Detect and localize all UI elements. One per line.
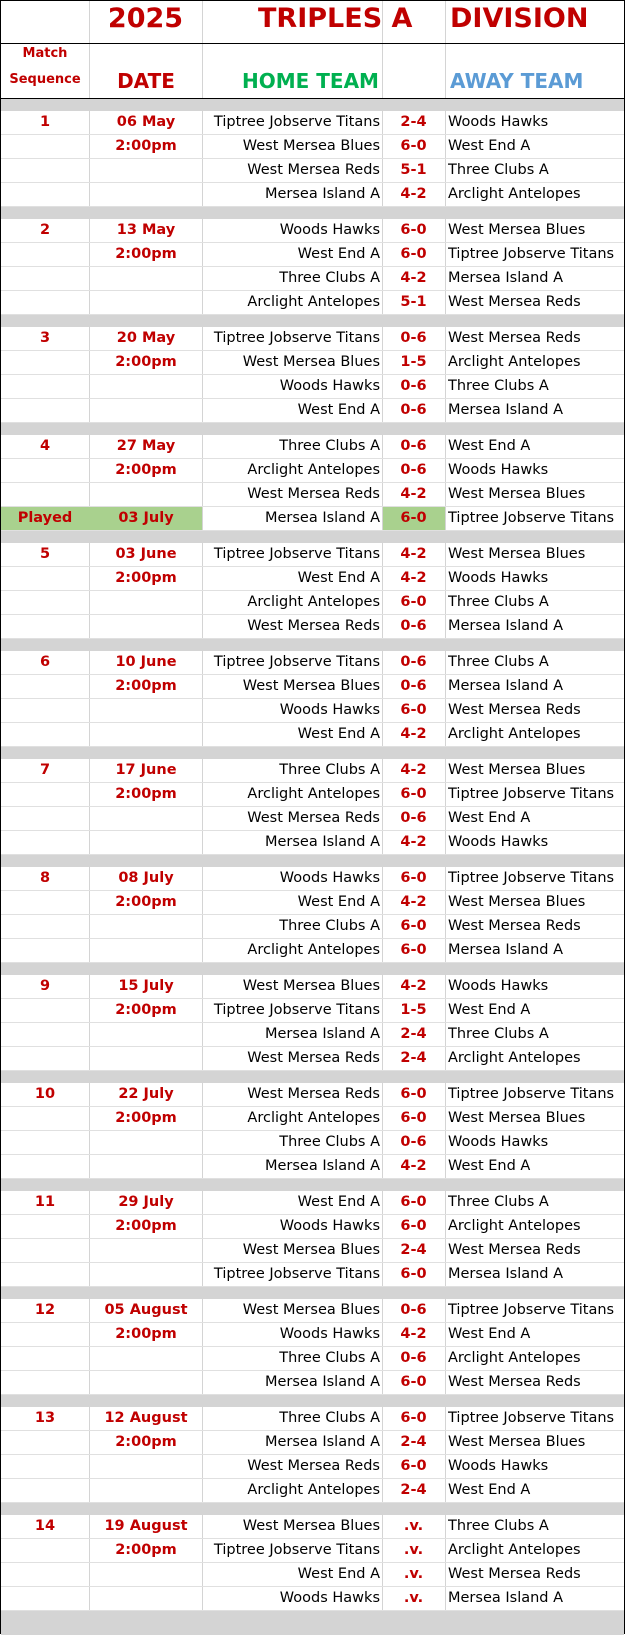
round-separator	[1, 747, 624, 759]
match-date: 05 August	[104, 1302, 188, 1318]
away-team: Three Clubs A	[448, 1194, 549, 1210]
fixture-row	[1, 1455, 624, 1479]
match-time: 2:00pm	[115, 786, 177, 802]
home-team: West Mersea Blues	[242, 138, 380, 154]
home-team: Tiptree Jobserve Titans	[213, 654, 380, 670]
home-team: West End A	[297, 402, 380, 418]
score: 2-4	[400, 1050, 427, 1066]
away-team: Woods Hawks	[448, 1458, 549, 1474]
home-team: Three Clubs A	[279, 270, 380, 286]
away-team: West Mersea Blues	[448, 222, 586, 238]
match-date: 29 July	[118, 1194, 174, 1210]
home-team: Mersea Island A	[264, 834, 380, 850]
score: .v.	[403, 1566, 424, 1582]
home-team: Woods Hawks	[279, 1590, 380, 1606]
score: 0-6	[400, 438, 427, 454]
fixture-row	[1, 243, 624, 267]
match-time: 2:00pm	[115, 1218, 177, 1234]
match-sequence: 1	[39, 114, 51, 130]
score: 2-4	[400, 1026, 427, 1042]
score: 5-1	[400, 162, 427, 178]
score: 6-0	[400, 510, 427, 526]
score: 6-0	[400, 1458, 427, 1474]
away-team: West Mersea Blues	[448, 486, 586, 502]
score: 6-0	[400, 1110, 427, 1126]
round-separator	[1, 99, 624, 111]
home-team: Tiptree Jobserve Titans	[213, 1266, 380, 1282]
score: 4-2	[400, 186, 427, 202]
fixture-row	[1, 1563, 624, 1587]
score: 5-1	[400, 294, 427, 310]
home-team: Three Clubs A	[279, 918, 380, 934]
home-team: Mersea Island A	[264, 1026, 380, 1042]
fixture-row	[1, 1539, 624, 1563]
home-team: West End A	[297, 1194, 380, 1210]
home-team: West End A	[297, 726, 380, 742]
away-team: Mersea Island A	[448, 270, 564, 286]
fixture-row	[1, 807, 624, 831]
home-team: Tiptree Jobserve Titans	[213, 1542, 380, 1558]
away-team: West Mersea Blues	[448, 894, 586, 910]
col-seq-line2: Sequence	[9, 72, 81, 87]
fixture-row	[1, 939, 624, 963]
score: 1-5	[400, 1002, 427, 1018]
home-team: West End A	[297, 1566, 380, 1582]
away-team: Arclight Antelopes	[448, 1218, 581, 1234]
home-team: Woods Hawks	[279, 1218, 380, 1234]
home-team: West End A	[297, 570, 380, 586]
fixture-row	[1, 1263, 624, 1287]
match-date: 15 July	[118, 978, 174, 994]
match-sequence: 8	[39, 870, 51, 886]
home-team: Arclight Antelopes	[247, 1110, 380, 1126]
away-team: Mersea Island A	[448, 618, 564, 634]
fixture-row	[1, 1299, 624, 1323]
match-date: 08 July	[118, 870, 174, 886]
score: 4-2	[400, 762, 427, 778]
score: 6-0	[400, 870, 427, 886]
home-team: Arclight Antelopes	[247, 594, 380, 610]
score: 6-0	[400, 1194, 427, 1210]
match-date: 19 August	[104, 1518, 188, 1534]
home-team: Mersea Island A	[264, 1434, 380, 1450]
away-team: West End A	[448, 138, 531, 154]
fixture-row	[1, 759, 624, 783]
fixture-row	[1, 1155, 624, 1179]
round-separator	[1, 1395, 624, 1407]
score: 0-6	[400, 678, 427, 694]
away-team: West Mersea Reds	[448, 1242, 581, 1258]
away-team: West Mersea Reds	[448, 702, 581, 718]
away-team: Three Clubs A	[448, 1026, 549, 1042]
score: 6-0	[400, 1086, 427, 1102]
round-separator	[1, 315, 624, 327]
home-team: West End A	[297, 894, 380, 910]
score: 0-6	[400, 378, 427, 394]
fixture-row	[1, 399, 624, 423]
home-team: Woods Hawks	[279, 702, 380, 718]
away-team: Three Clubs A	[448, 162, 549, 178]
match-sequence: 4	[39, 438, 51, 454]
match-date: 27 May	[116, 438, 176, 454]
score: 4-2	[400, 834, 427, 850]
home-team: Three Clubs A	[279, 1410, 380, 1426]
score: 0-6	[400, 402, 427, 418]
score: 0-6	[400, 462, 427, 478]
home-team: West Mersea Blues	[242, 1518, 380, 1534]
score: 6-0	[400, 594, 427, 610]
away-team: Mersea Island A	[448, 678, 564, 694]
match-time: 2:00pm	[115, 1434, 177, 1450]
away-team: Tiptree Jobserve Titans	[448, 1410, 615, 1426]
home-team: West Mersea Reds	[247, 1050, 380, 1066]
score: 2-4	[400, 1482, 427, 1498]
fixture-row	[1, 567, 624, 591]
away-team: Tiptree Jobserve Titans	[448, 786, 615, 802]
home-team: Woods Hawks	[279, 870, 380, 886]
fixture-row	[1, 975, 624, 999]
away-team: Arclight Antelopes	[448, 186, 581, 202]
fixture-row	[1, 1239, 624, 1263]
away-team: West Mersea Blues	[448, 546, 586, 562]
fixture-row	[1, 507, 624, 531]
fixture-row	[1, 915, 624, 939]
fixture-row	[1, 1083, 624, 1107]
home-team: West Mersea Reds	[247, 1458, 380, 1474]
away-team: Three Clubs A	[448, 1518, 549, 1534]
match-date: 10 June	[115, 654, 177, 670]
match-sequence: 5	[39, 546, 51, 562]
away-team: West End A	[448, 438, 531, 454]
fixture-row	[1, 435, 624, 459]
score: 0-6	[400, 1302, 427, 1318]
away-team: West End A	[448, 1158, 531, 1174]
fixture-row	[1, 675, 624, 699]
fixture-row	[1, 699, 624, 723]
fixture-row	[1, 1371, 624, 1395]
fixture-row	[1, 1023, 624, 1047]
home-team: Arclight Antelopes	[247, 462, 380, 478]
home-team: Tiptree Jobserve Titans	[213, 114, 380, 130]
score: .v.	[403, 1518, 424, 1534]
away-team: Tiptree Jobserve Titans	[448, 246, 615, 262]
score: 0-6	[400, 1134, 427, 1150]
home-team: Arclight Antelopes	[247, 942, 380, 958]
fixture-row	[1, 1131, 624, 1155]
home-team: West End A	[297, 246, 380, 262]
match-sequence: 6	[39, 654, 51, 670]
away-team: Three Clubs A	[448, 594, 549, 610]
match-date: 22 July	[118, 1086, 174, 1102]
fixture-row	[1, 891, 624, 915]
fixture-row	[1, 651, 624, 675]
away-team: West Mersea Reds	[448, 918, 581, 934]
round-separator	[1, 1179, 624, 1191]
fixture-row	[1, 615, 624, 639]
home-team: Three Clubs A	[279, 1134, 380, 1150]
fixture-row	[1, 111, 624, 135]
fixture-row	[1, 1479, 624, 1503]
match-date: 12 August	[104, 1410, 188, 1426]
away-team: West Mersea Blues	[448, 762, 586, 778]
round-separator	[1, 1503, 624, 1515]
away-team: Tiptree Jobserve Titans	[448, 1302, 615, 1318]
round-separator	[1, 423, 624, 435]
fixture-row	[1, 135, 624, 159]
match-sequence: 11	[34, 1194, 56, 1210]
home-team: West Mersea Blues	[242, 678, 380, 694]
match-time: 2:00pm	[115, 678, 177, 694]
score: 2-4	[400, 1242, 427, 1258]
header-divider	[1, 43, 624, 44]
away-team: Woods Hawks	[448, 1134, 549, 1150]
away-team: Woods Hawks	[448, 462, 549, 478]
away-team: West Mersea Blues	[448, 1434, 586, 1450]
match-time: 2:00pm	[115, 1326, 177, 1342]
home-team: Tiptree Jobserve Titans	[213, 330, 380, 346]
match-sequence: 14	[34, 1518, 56, 1534]
score: 4-2	[400, 546, 427, 562]
home-team: Mersea Island A	[264, 186, 380, 202]
col-date-header: DATE	[117, 69, 175, 93]
fixture-row	[1, 183, 624, 207]
score: 6-0	[400, 222, 427, 238]
home-team: Three Clubs A	[279, 762, 380, 778]
home-team: West Mersea Blues	[242, 978, 380, 994]
fixture-row	[1, 351, 624, 375]
away-team: West End A	[448, 810, 531, 826]
col-away-header: AWAY TEAM	[450, 69, 584, 93]
fixture-row	[1, 1047, 624, 1071]
home-team: Mersea Island A	[264, 1374, 380, 1390]
match-sequence: 13	[34, 1410, 56, 1426]
round-separator	[1, 207, 624, 219]
fixture-row	[1, 1215, 624, 1239]
fixture-row	[1, 1323, 624, 1347]
played-label: Played	[17, 510, 73, 526]
home-team: Arclight Antelopes	[247, 1482, 380, 1498]
score: 6-0	[400, 138, 427, 154]
away-team: West Mersea Reds	[448, 294, 581, 310]
home-team: Woods Hawks	[279, 1326, 380, 1342]
score: 0-6	[400, 810, 427, 826]
home-team: West Mersea Reds	[247, 486, 380, 502]
away-team: West Mersea Reds	[448, 330, 581, 346]
away-team: West Mersea Reds	[448, 1566, 581, 1582]
score: 4-2	[400, 894, 427, 910]
away-team: Mersea Island A	[448, 1590, 564, 1606]
fixture-row	[1, 1191, 624, 1215]
home-team: West Mersea Blues	[242, 1302, 380, 1318]
away-team: West End A	[448, 1002, 531, 1018]
fixture-row	[1, 831, 624, 855]
fixture-row	[1, 543, 624, 567]
score: .v.	[403, 1542, 424, 1558]
match-time: 2:00pm	[115, 570, 177, 586]
home-team: Tiptree Jobserve Titans	[213, 1002, 380, 1018]
round-separator	[1, 531, 624, 543]
score: 6-0	[400, 246, 427, 262]
fixture-row	[1, 459, 624, 483]
match-sequence: 10	[34, 1086, 56, 1102]
match-time: 2:00pm	[115, 354, 177, 370]
match-time: 2:00pm	[115, 246, 177, 262]
home-team: Tiptree Jobserve Titans	[213, 546, 380, 562]
home-team: Three Clubs A	[279, 1350, 380, 1366]
score: 4-2	[400, 1326, 427, 1342]
away-team: Woods Hawks	[448, 570, 549, 586]
match-sequence: 7	[39, 762, 51, 778]
home-team: West Mersea Blues	[242, 1242, 380, 1258]
away-team: Arclight Antelopes	[448, 354, 581, 370]
fixture-row	[1, 591, 624, 615]
home-team: Mersea Island A	[264, 510, 380, 526]
score: 0-6	[400, 654, 427, 670]
match-sequence: 2	[39, 222, 51, 238]
home-team: Mersea Island A	[264, 1158, 380, 1174]
score: 4-2	[400, 270, 427, 286]
score: 6-0	[400, 1266, 427, 1282]
fixture-row	[1, 999, 624, 1023]
col-home-header: HOME TEAM	[242, 69, 379, 93]
away-team: Woods Hawks	[448, 834, 549, 850]
home-team: Woods Hawks	[279, 222, 380, 238]
fixture-row	[1, 1107, 624, 1131]
fixture-row	[1, 219, 624, 243]
score: 4-2	[400, 570, 427, 586]
title-division: DIVISION	[450, 3, 589, 34]
round-separator	[1, 855, 624, 867]
fixture-row	[1, 783, 624, 807]
fixture-row	[1, 1587, 624, 1611]
score: 6-0	[400, 918, 427, 934]
match-time: 2:00pm	[115, 1110, 177, 1126]
match-time: 2:00pm	[115, 462, 177, 478]
match-time: 2:00pm	[115, 1002, 177, 1018]
score: 0-6	[400, 330, 427, 346]
home-team: Three Clubs A	[279, 438, 380, 454]
fixture-row	[1, 327, 624, 351]
round-separator	[1, 1071, 624, 1083]
score: 0-6	[400, 618, 427, 634]
score: 4-2	[400, 1158, 427, 1174]
away-team: West Mersea Reds	[448, 1374, 581, 1390]
away-team: Three Clubs A	[448, 654, 549, 670]
score: 2-4	[400, 1434, 427, 1450]
fixture-row	[1, 375, 624, 399]
fixture-row	[1, 1515, 624, 1539]
away-team: Tiptree Jobserve Titans	[448, 510, 615, 526]
score: 0-6	[400, 1350, 427, 1366]
fixture-row	[1, 267, 624, 291]
match-date: 20 May	[116, 330, 176, 346]
score: 2-4	[400, 114, 427, 130]
round-separator	[1, 1611, 624, 1635]
score: 6-0	[400, 1374, 427, 1390]
score: 6-0	[400, 1410, 427, 1426]
home-team: Arclight Antelopes	[247, 294, 380, 310]
score: 6-0	[400, 786, 427, 802]
score: 4-2	[400, 486, 427, 502]
match-sequence: 12	[34, 1302, 56, 1318]
match-sequence: 3	[39, 330, 51, 346]
year-heading: 2025	[107, 3, 184, 34]
played-date: 03 July	[118, 510, 174, 526]
fixture-row	[1, 291, 624, 315]
match-time: 2:00pm	[115, 138, 177, 154]
fixture-row	[1, 723, 624, 747]
away-team: Arclight Antelopes	[448, 1350, 581, 1366]
round-separator	[1, 1287, 624, 1299]
away-team: Mersea Island A	[448, 402, 564, 418]
away-team: West End A	[448, 1326, 531, 1342]
score: 6-0	[400, 1218, 427, 1234]
away-team: West End A	[448, 1482, 531, 1498]
away-team: Three Clubs A	[448, 378, 549, 394]
title-triples-a: TRIPLES A	[258, 3, 413, 34]
match-time: 2:00pm	[115, 1542, 177, 1558]
away-team: Arclight Antelopes	[448, 726, 581, 742]
home-team: Woods Hawks	[279, 378, 380, 394]
match-sequence: 9	[39, 978, 51, 994]
match-time: 2:00pm	[115, 894, 177, 910]
away-team: Arclight Antelopes	[448, 1050, 581, 1066]
home-team: West Mersea Reds	[247, 618, 380, 634]
score: .v.	[403, 1590, 424, 1606]
away-team: Mersea Island A	[448, 942, 564, 958]
away-team: Woods Hawks	[448, 114, 549, 130]
score: 4-2	[400, 978, 427, 994]
fixture-row	[1, 159, 624, 183]
fixture-row	[1, 483, 624, 507]
home-team: West Mersea Blues	[242, 354, 380, 370]
score: 1-5	[400, 354, 427, 370]
match-date: 13 May	[116, 222, 176, 238]
score: 6-0	[400, 702, 427, 718]
away-team: Woods Hawks	[448, 978, 549, 994]
home-team: Arclight Antelopes	[247, 786, 380, 802]
col-seq-line1: Match	[22, 46, 68, 61]
score: 4-2	[400, 726, 427, 742]
home-team: West Mersea Reds	[247, 810, 380, 826]
away-team: Arclight Antelopes	[448, 1542, 581, 1558]
fixture-row	[1, 1347, 624, 1371]
away-team: Tiptree Jobserve Titans	[448, 1086, 615, 1102]
round-separator	[1, 639, 624, 651]
round-separator	[1, 963, 624, 975]
home-team: West Mersea Reds	[247, 1086, 380, 1102]
away-team: Mersea Island A	[448, 1266, 564, 1282]
match-date: 17 June	[115, 762, 177, 778]
score: 6-0	[400, 942, 427, 958]
match-date: 03 June	[115, 546, 177, 562]
away-team: West Mersea Blues	[448, 1110, 586, 1126]
fixture-row	[1, 1407, 624, 1431]
home-team: West Mersea Reds	[247, 162, 380, 178]
fixture-row	[1, 1431, 624, 1455]
fixture-row	[1, 867, 624, 891]
match-date: 06 May	[116, 114, 176, 130]
away-team: Tiptree Jobserve Titans	[448, 870, 615, 886]
